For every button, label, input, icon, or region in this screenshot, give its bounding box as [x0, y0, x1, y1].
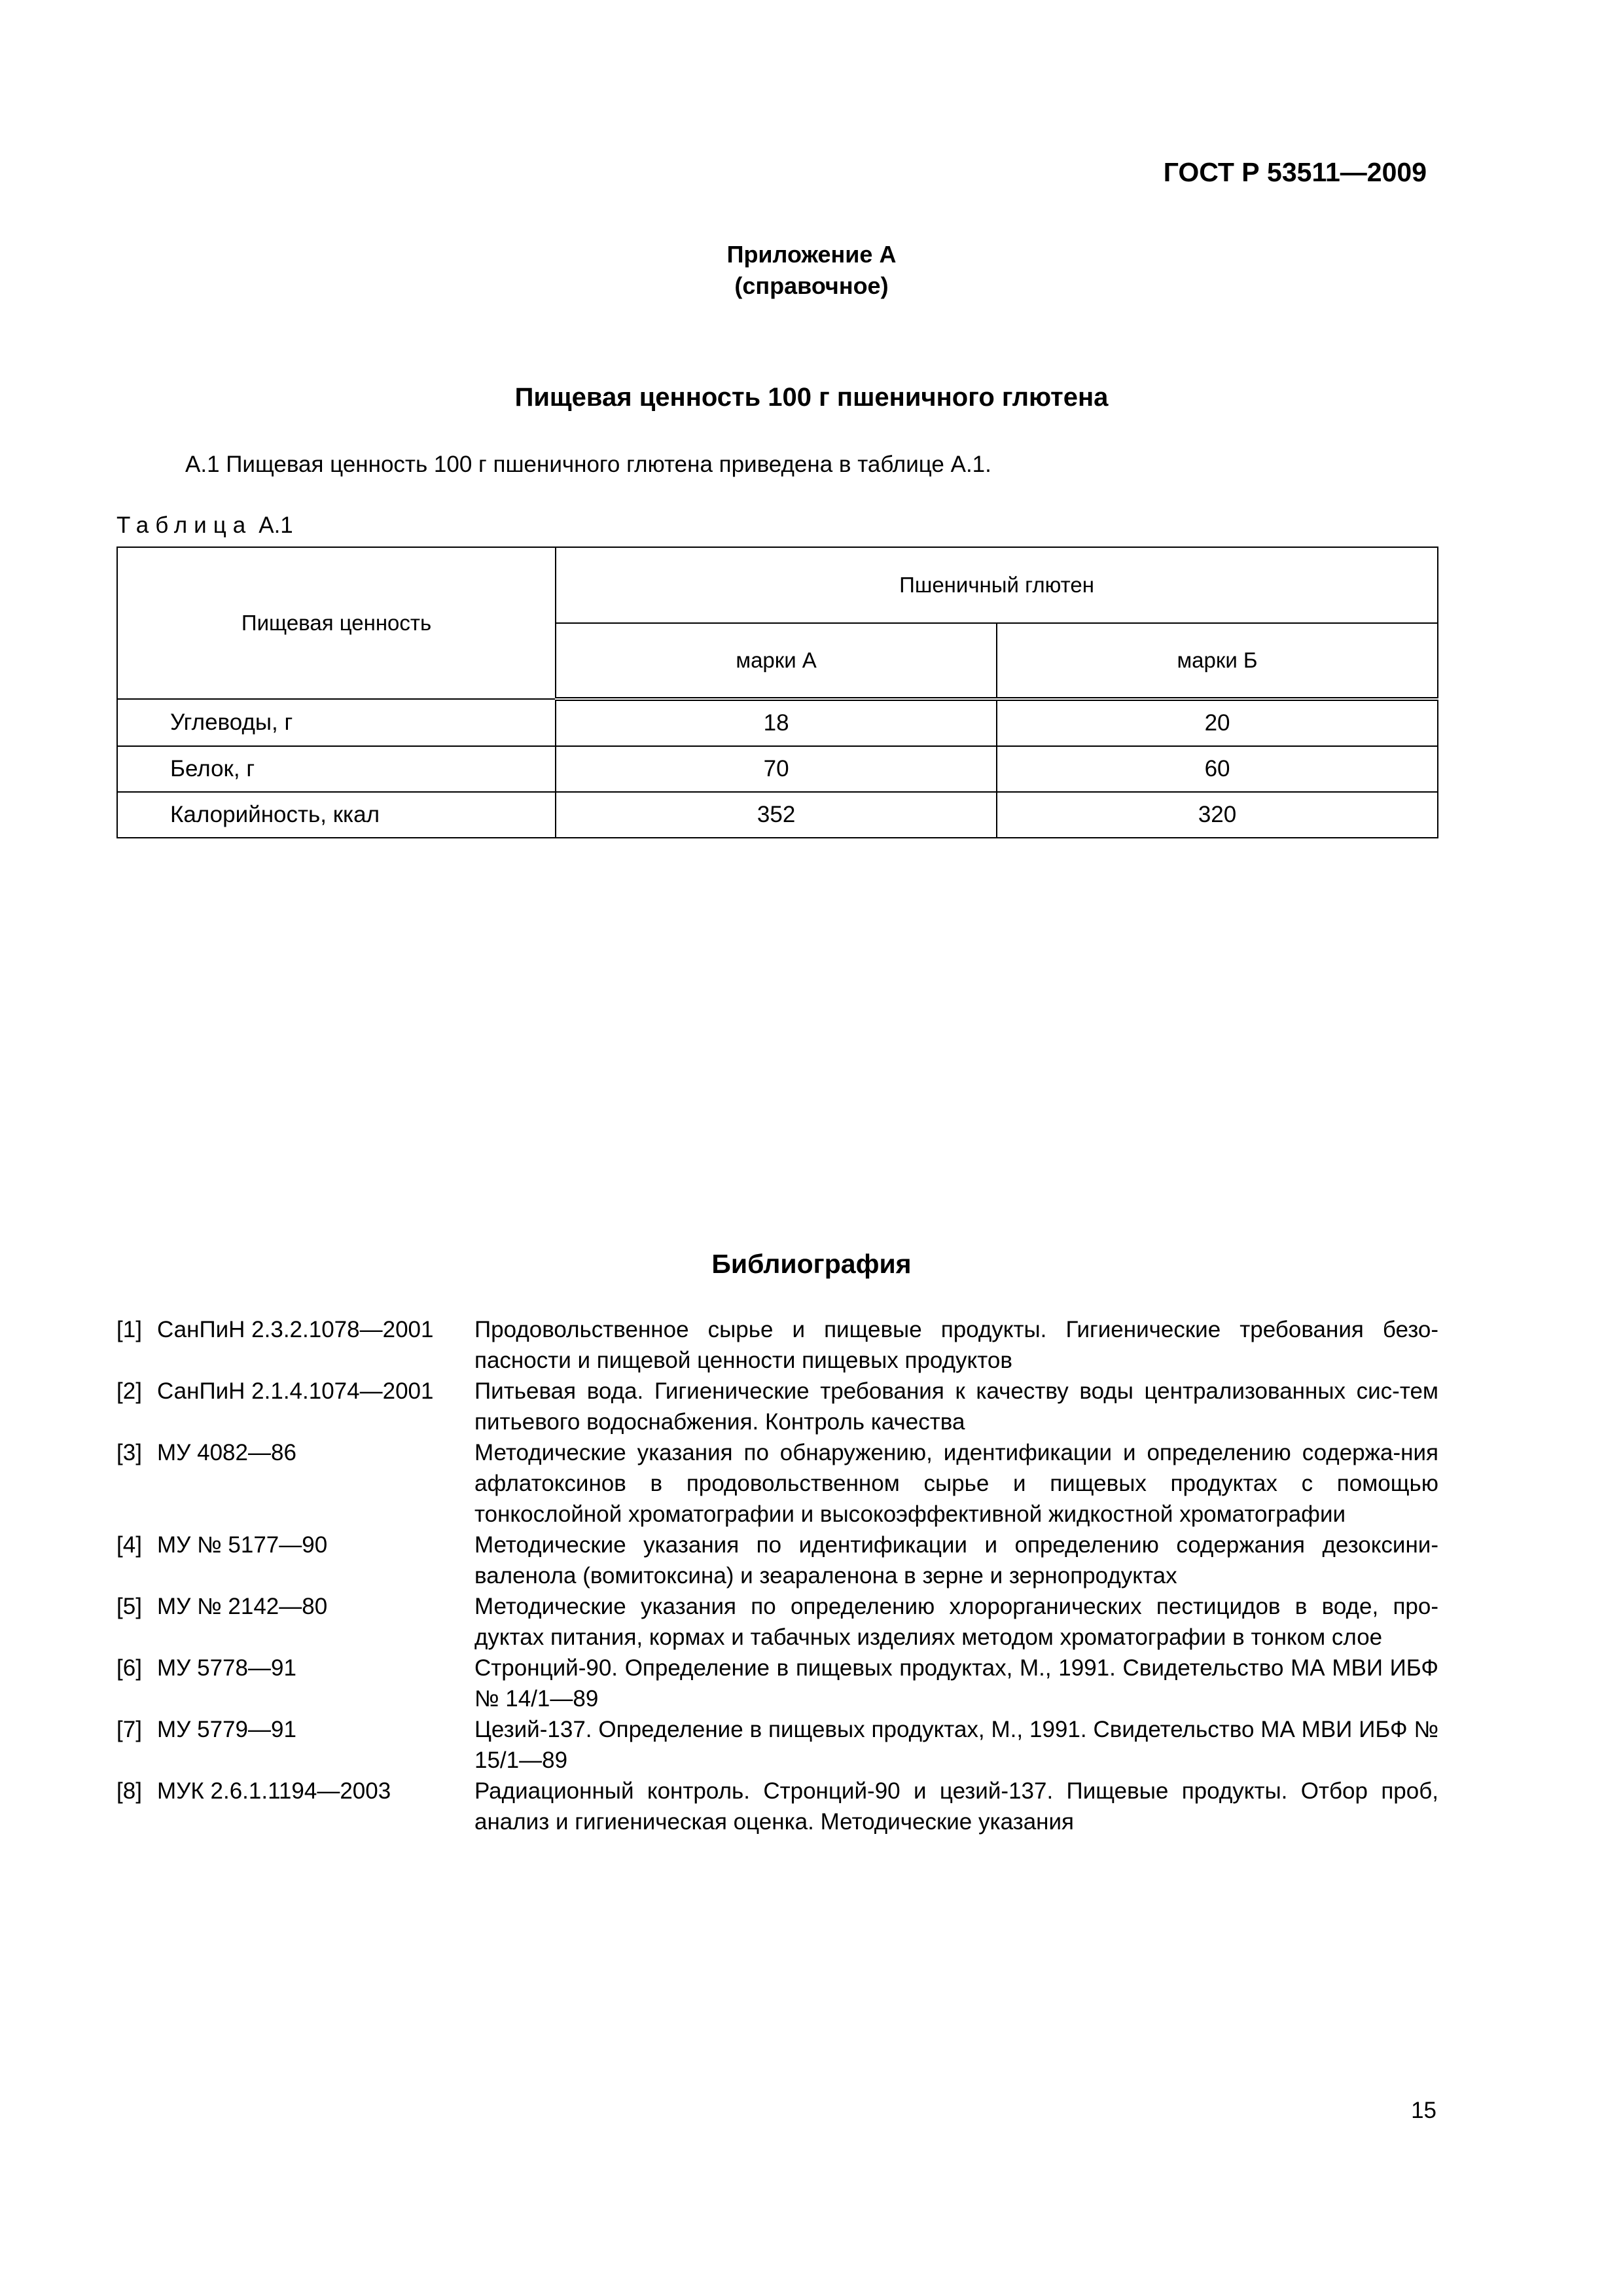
table-row	[117, 792, 1438, 838]
table-caption-word: Таблица	[116, 512, 253, 538]
annex-title: Приложение А	[726, 241, 897, 268]
bib-text: Методические указания по обнаружению, идентификации и определению содержа-ния афлатоксинов в продовольственном сырье и пищевых продуктах с помощью тонкослойной хроматографии и высокоэффективной жидкостной хроматографии	[474, 1440, 1438, 1527]
bib-code: СанПиН 2.1.4.1074—2001	[157, 1378, 434, 1404]
bib-number: [8]	[116, 1778, 142, 1804]
annex-heading: Пищевая ценность 100 г пшеничного глютена	[514, 383, 1109, 412]
table-row	[117, 699, 1438, 746]
bib-number: [1]	[116, 1317, 142, 1342]
bibliography-item	[116, 1653, 1438, 1714]
bibliography-item	[116, 1591, 1438, 1653]
paragraph-a1: А.1 Пищевая ценность 100 г пшеничного глютена приведена в таблице А.1.	[185, 452, 991, 477]
cell-grade-b: 60	[997, 746, 1438, 792]
annex-title-block	[0, 239, 1623, 302]
column-group-header: Пшеничный глютен	[556, 547, 1438, 623]
column-header-nutrition: Пищевая ценность	[117, 547, 556, 699]
bibliography-item	[116, 1776, 1438, 1837]
bib-number: [2]	[116, 1378, 142, 1404]
bib-code: МУ № 5177—90	[157, 1532, 328, 1558]
bib-code: МУ № 2142—80	[157, 1594, 328, 1619]
row-label: Калорийность, ккал	[117, 792, 556, 838]
cell-grade-b: 320	[997, 792, 1438, 838]
bib-text: Стронций-90. Определение в пищевых продуктах, М., 1991. Свидетельство МА МВИ ИБФ № 14/1—89	[474, 1655, 1438, 1712]
bibliography-item	[116, 1376, 1438, 1437]
bibliography-item	[116, 1314, 1438, 1376]
bib-text: Цезий-137. Определение в пищевых продуктах, М., 1991. Свидетельство МА МВИ ИБФ № 15/1—89	[474, 1717, 1438, 1773]
table-caption-number: А.1	[259, 512, 293, 538]
bibliography-title: Библиография	[711, 1249, 912, 1279]
bib-text: Методические указания по идентификации и определению содержания дезоксини-валенола (вомитоксина) и зеараленона в зерне и зернопродуктах	[474, 1532, 1438, 1588]
bibliography-list	[116, 1314, 1438, 1837]
bib-number: [4]	[116, 1532, 142, 1558]
cell-grade-a: 18	[556, 699, 997, 746]
bib-number: [6]	[116, 1655, 142, 1681]
cell-grade-b: 20	[997, 699, 1438, 746]
table-caption	[116, 512, 293, 539]
cell-grade-a: 352	[556, 792, 997, 838]
bibliography-item	[116, 1437, 1438, 1530]
table-row	[117, 746, 1438, 792]
nutrition-table	[116, 547, 1438, 838]
bib-text: Продовольственное сырье и пищевые продукты. Гигиенические требования безо-пасности и пищевой ценности пищевых продуктов	[474, 1317, 1438, 1373]
bib-code: МУ 5778—91	[157, 1655, 296, 1681]
bib-text: Питьевая вода. Гигиенические требования к качеству воды централизованных сис-тем питьевого водоснабжения. Контроль качества	[474, 1378, 1438, 1435]
column-header-grade-a: марки А	[556, 623, 997, 699]
bib-number: [7]	[116, 1717, 142, 1742]
document-header: ГОСТ Р 53511—2009	[1163, 157, 1427, 187]
bibliography-item	[116, 1714, 1438, 1776]
page-number: 15	[1411, 2098, 1436, 2123]
bib-code: МУ 4082—86	[157, 1440, 296, 1465]
row-label: Белок, г	[117, 746, 556, 792]
bib-code: МУК 2.6.1.1194—2003	[157, 1778, 391, 1804]
bib-text: Радиационный контроль. Стронций-90 и цезий-137. Пищевые продукты. Отбор проб, анализ и гигиеническая оценка. Методические указания	[474, 1778, 1438, 1835]
bibliography-item	[116, 1530, 1438, 1591]
column-header-grade-b: марки Б	[997, 623, 1438, 699]
annex-status: (справочное)	[734, 272, 889, 299]
cell-grade-a: 70	[556, 746, 997, 792]
bib-text: Методические указания по определению хлорорганических пестицидов в воде, про-дуктах питания, кормах и табачных изделиях методом хроматографии в тонком слое	[474, 1594, 1438, 1650]
bib-number: [3]	[116, 1440, 142, 1465]
bib-number: [5]	[116, 1594, 142, 1619]
row-label: Углеводы, г	[117, 699, 556, 746]
bib-code: СанПиН 2.3.2.1078—2001	[157, 1317, 434, 1342]
bib-code: МУ 5779—91	[157, 1717, 296, 1742]
